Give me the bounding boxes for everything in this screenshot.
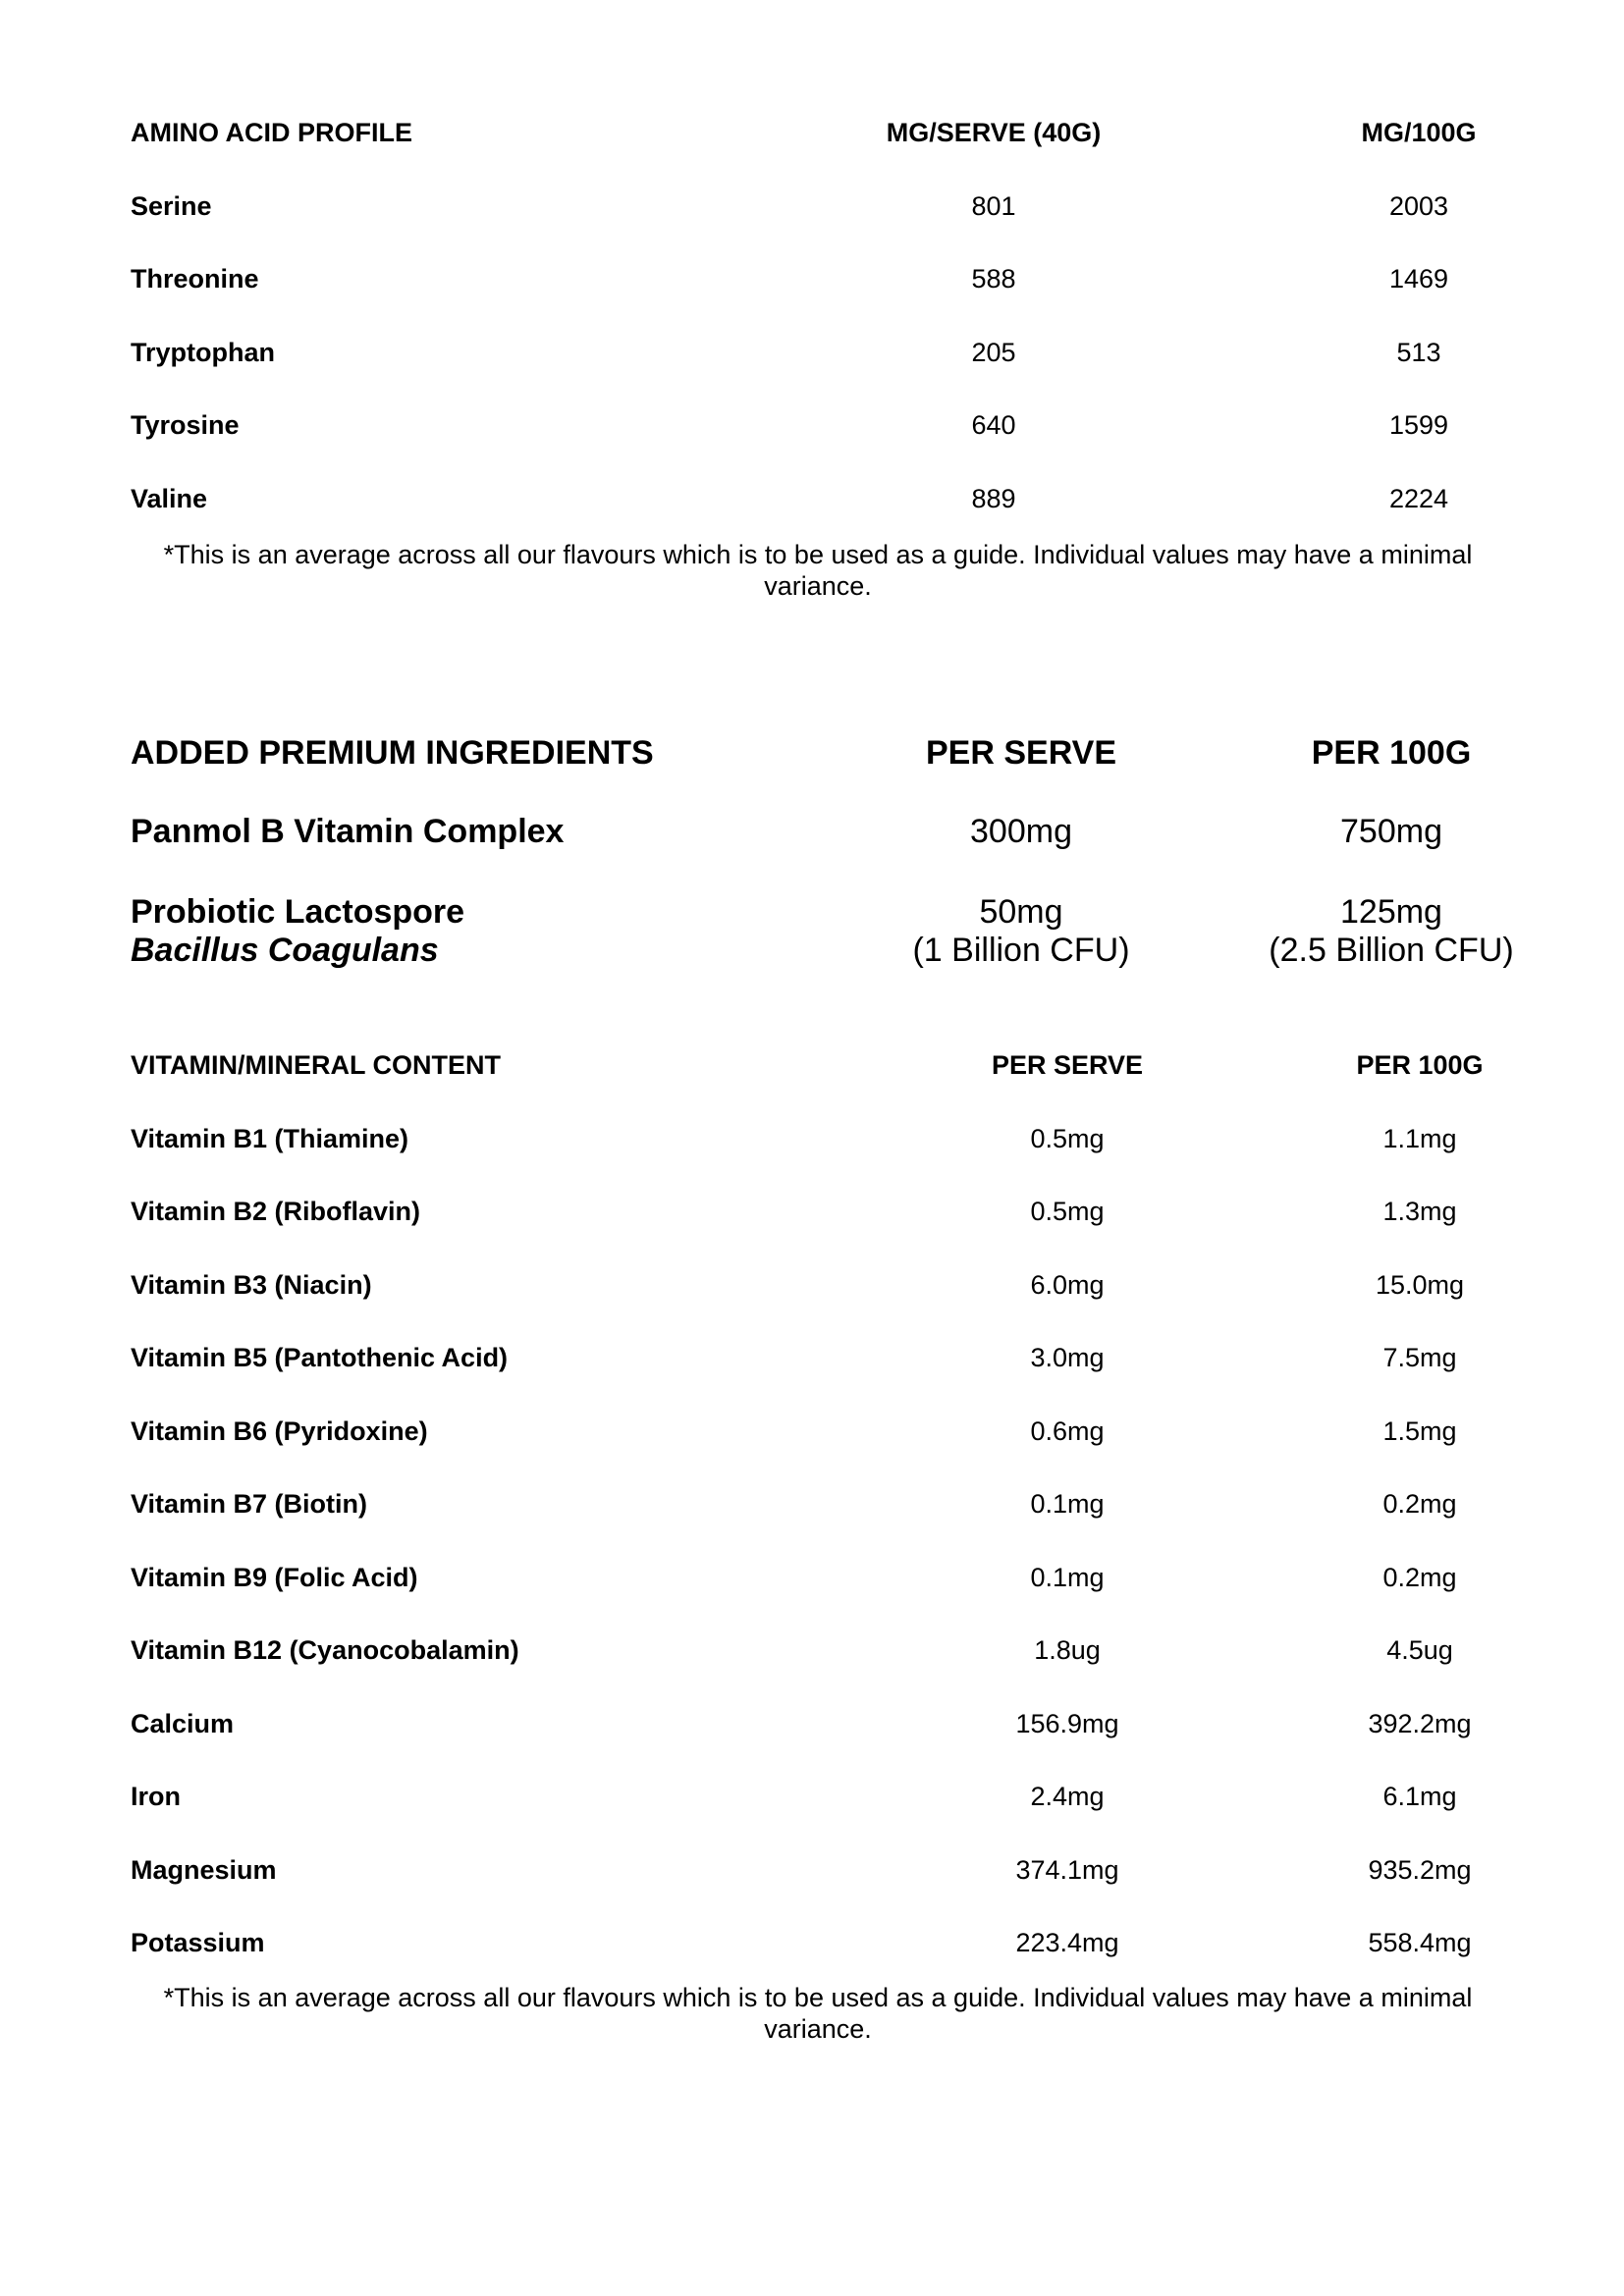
- table-row: [131, 1343, 1505, 1416]
- table-row: [131, 338, 1505, 411]
- vitamin-serve-value: 374.1mg: [1015, 1854, 1119, 1885]
- vitamin-serve-value: 2.4mg: [1030, 1782, 1105, 1811]
- vitamin-per100-value: 558.4mg: [1368, 1928, 1472, 1957]
- vitamin-name: Iron: [131, 1782, 181, 1811]
- vitamin-name: Potassium: [131, 1928, 265, 1957]
- vitamin-per100-value: 0.2mg: [1382, 1489, 1457, 1519]
- vitamin-serve-value: 0.5mg: [1030, 1123, 1105, 1153]
- table-row: [131, 1489, 1505, 1563]
- premium-per100-value: 125mg: [1340, 893, 1442, 931]
- vitamin-serve-value: 156.9mg: [1015, 1708, 1119, 1738]
- vitamin-name: Magnesium: [131, 1854, 277, 1885]
- amino-acid-serve-value: 801: [971, 190, 1016, 221]
- vitamin-serve-value: 3.0mg: [1030, 1343, 1105, 1372]
- amino-acid-per100-value: 513: [1396, 337, 1441, 367]
- vitamin-name: Vitamin B3 (Niacin): [131, 1269, 372, 1300]
- table-row: [131, 1124, 1505, 1198]
- vitamin-serve-value: 6.0mg: [1030, 1269, 1105, 1300]
- amino-acid-name: Tryptophan: [131, 337, 275, 367]
- amino-acid-footnote: *This is an average across all our flavours which is to be used as a guide. Individual values may have a minimal variance.: [163, 540, 1473, 601]
- amino-acid-header-serve: MG/SERVE (40G): [886, 118, 1102, 147]
- table-row: [131, 264, 1505, 338]
- vitamin-name: Vitamin B9 (Folic Acid): [131, 1562, 418, 1592]
- vitamin-name: Vitamin B6 (Pyridoxine): [131, 1415, 428, 1446]
- amino-acid-header-name: AMINO ACID PROFILE: [131, 118, 412, 147]
- amino-acid-per100-value: 1469: [1388, 264, 1449, 294]
- vitamin-header-serve: PER SERVE: [991, 1050, 1144, 1080]
- table-row: [131, 893, 1514, 972]
- amino-acid-name: Tyrosine: [131, 410, 240, 440]
- vitamin-serve-value: 0.1mg: [1030, 1489, 1105, 1519]
- amino-acid-header-per100: MG/100G: [1361, 118, 1477, 147]
- amino-acid-per100-value: 2003: [1388, 190, 1449, 221]
- vitamin-per100-value: 1.3mg: [1382, 1197, 1457, 1226]
- table-row: [131, 1563, 1505, 1636]
- amino-acid-serve-value: 588: [971, 264, 1016, 294]
- amino-acid-per100-value: 2224: [1388, 483, 1449, 513]
- premium-header-serve: PER SERVE: [925, 734, 1117, 772]
- vitamin-name: Vitamin B2 (Riboflavin): [131, 1197, 421, 1226]
- table-row: [131, 410, 1505, 484]
- vitamin-serve-value: 1.8ug: [1034, 1635, 1101, 1665]
- premium-per100-cfu: (2.5 Billion CFU): [1269, 932, 1514, 969]
- table-row: [131, 1197, 1505, 1270]
- premium-header-row: [131, 734, 1505, 813]
- vitamin-per100-value: 15.0mg: [1375, 1269, 1465, 1300]
- vitamin-name: Vitamin B12 (Cyanocobalamin): [131, 1635, 519, 1665]
- table-row: [131, 813, 1505, 893]
- vitamin-name: Calcium: [131, 1708, 235, 1738]
- premium-per100-cell: [1269, 893, 1513, 970]
- vitamin-name: Vitamin B7 (Biotin): [131, 1489, 368, 1519]
- table-row: [131, 1709, 1505, 1783]
- vitamin-per100-value: 0.2mg: [1382, 1562, 1457, 1592]
- vitamin-name: Vitamin B5 (Pantothenic Acid): [131, 1343, 509, 1372]
- vitamin-per100-value: 7.5mg: [1382, 1343, 1457, 1372]
- amino-acid-per100-value: 1599: [1388, 410, 1449, 440]
- vitamin-per100-value: 1.1mg: [1382, 1123, 1457, 1153]
- vitamin-serve-value: 223.4mg: [1015, 1928, 1119, 1957]
- premium-ingredient-strain: Bacillus Coagulans: [131, 932, 439, 969]
- premium-per100-value: 750mg: [1340, 813, 1442, 850]
- table-row: [131, 1782, 1505, 1855]
- premium-header-per100: PER 100G: [1311, 734, 1472, 772]
- amino-acid-serve-value: 640: [971, 410, 1016, 440]
- vitamin-name: Vitamin B1 (Thiamine): [131, 1123, 409, 1153]
- premium-serve-value: 300mg: [970, 813, 1072, 850]
- vitamin-mineral-table: [131, 1050, 1505, 2002]
- vitamin-per100-value: 6.1mg: [1382, 1782, 1457, 1811]
- amino-acid-serve-value: 205: [971, 337, 1016, 367]
- premium-ingredient-name: Probiotic Lactospore: [131, 893, 465, 931]
- vitamin-serve-value: 0.6mg: [1030, 1415, 1105, 1446]
- premium-ingredient-name: Panmol B Vitamin Complex: [131, 813, 565, 850]
- vitamin-footnote: *This is an average across all our flavours which is to be used as a guide. Individual values may have a minimal variance.: [163, 1983, 1473, 2044]
- premium-serve-cfu: (1 Billion CFU): [912, 932, 1130, 969]
- premium-ingredients-table: [131, 734, 1514, 972]
- vitamin-header-name: VITAMIN/MINERAL CONTENT: [131, 1050, 501, 1080]
- premium-serve-value: 50mg: [979, 893, 1063, 931]
- table-row: [131, 1270, 1505, 1344]
- vitamin-per100-value: 935.2mg: [1368, 1854, 1472, 1885]
- amino-acid-name: Valine: [131, 483, 208, 513]
- vitamin-serve-value: 0.5mg: [1030, 1197, 1105, 1226]
- vitamin-per100-value: 1.5mg: [1382, 1415, 1457, 1446]
- vitamin-per100-value: 392.2mg: [1368, 1708, 1472, 1738]
- table-row: [131, 1416, 1505, 1490]
- table-row: [131, 1635, 1505, 1709]
- premium-header-name: ADDED PREMIUM INGREDIENTS: [131, 734, 654, 772]
- amino-acid-name: Threonine: [131, 264, 259, 294]
- table-row: [131, 191, 1505, 265]
- table-row: [131, 1855, 1505, 1929]
- vitamin-header-per100: PER 100G: [1356, 1050, 1484, 1080]
- vitamin-serve-value: 0.1mg: [1030, 1562, 1105, 1592]
- premium-serve-cell: [912, 893, 1129, 970]
- amino-acid-name: Serine: [131, 190, 212, 221]
- amino-acid-serve-value: 889: [971, 483, 1016, 513]
- vitamin-per100-value: 4.5ug: [1386, 1635, 1453, 1665]
- vitamin-header-row: [131, 1050, 1505, 1124]
- premium-ingredient-name-cell: [131, 893, 464, 970]
- amino-acid-header-row: [131, 118, 1505, 191]
- amino-acid-table: [131, 118, 1505, 557]
